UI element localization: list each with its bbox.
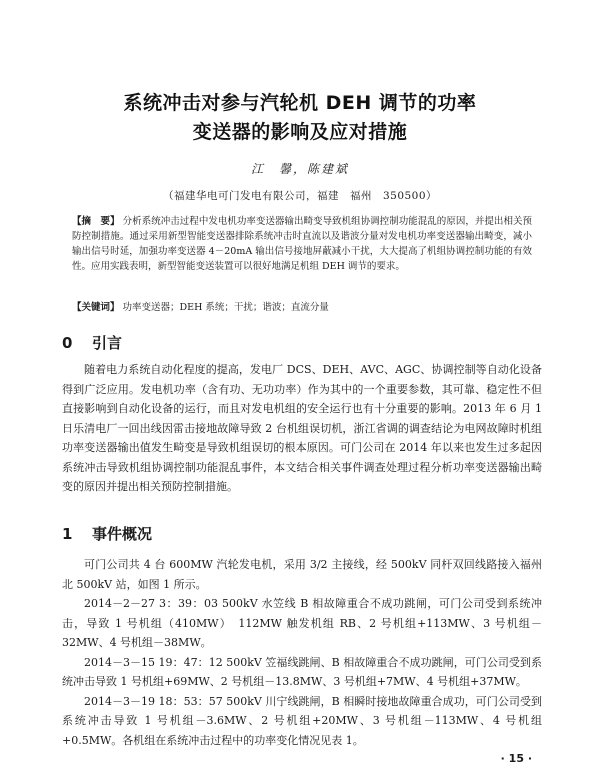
abstract-label: 【摘 要】 xyxy=(72,216,120,227)
paragraph: 随着电力系统自动化程度的提高，发电厂 DCS、DEH、AVC、AGC、协调控制等自动化设备得到广泛应用。发电机功率（含有功、无功功率）作为其中的一个重要参数，其可靠、稳定性不但直接影响到自动化设备的运行，而且对发电机组的安全运行也有十分重要的影响。2013 年 6 月 1 日乐清电厂一回出线因雷击接地故障导致 2 台机组误切机，浙江省调的调查结论为电网故障时机组功率变送器输出值发生畸变是导致机组误切的根本原因。可门公司在 2014 年以来也发生过多起因系统冲击导致机组协调控制功能混乱事件，本文结合相关事件调查处理过程分析功率变送器输出畸变的原因并提出相关预防控制措施。 xyxy=(62,363,542,493)
section-title: 引言 xyxy=(92,334,123,352)
page-number: · 15 · xyxy=(500,752,532,765)
paper-title-line-1: 系统冲击对参与汽轮机 DEH 调节的功率 xyxy=(123,92,477,114)
paragraph: 2014－3－19 18：53：57 500kV 川宁线跳闸，B 相瞬时接地故障重合成功，可门公司受到系统冲击导致 1 号机组－3.6MW、2 号机组+20MW、3 号机组－113MW、4 号机组+0.5MW。各机组在系统冲击过程中的功率变化情况见表 1。 xyxy=(62,694,542,747)
paper-title-line-2: 变送器的影响及应对措施 xyxy=(192,121,408,143)
paragraph: 可门公司共 4 台 600MW 汽轮发电机，采用 3/2 主接线，经 500kV 同杆双回线路接入福州北 500kV 站，如图 1 所示。 xyxy=(62,558,542,591)
section-heading-event-overview xyxy=(62,523,152,544)
abstract-text: 分析系统冲击过程中发电机功率变送器输出畸变导致机组协调控制功能混乱的原因，并提出相关预防控制措施。通过采用新型智能变送器排除系统冲击时直流以及谐波分量对发电机功率变送器输出畸变，减小输出信号时延，加强功率变送器 4－20mA 输出信号接地屏蔽减小干扰，大大提高了机组协调控制功能的有效性。应用实践表明，新型智能变送装置可以很好地满足机组 DEH 调节的要求。 xyxy=(72,216,532,272)
section-heading-introduction xyxy=(62,332,122,353)
section-number: 0 xyxy=(62,334,73,352)
authors: 江 馨，陈建斌 xyxy=(250,162,349,176)
section-title: 事件概况 xyxy=(92,525,153,543)
paragraph: 2014－2－27 3：39：03 500kV 水笠线 B 相故障重合不成功跳闸，可门公司受到系统冲击，导致 1 号机组（410MW） 112MW 触发机组 RB、2 号机组+113MW、3 号机组－32MW、4 号机组－38MW。 xyxy=(62,597,542,649)
section-number: 1 xyxy=(62,525,73,543)
keywords xyxy=(72,300,532,315)
keywords-text: 功率变送器；DEH 系统；干扰；谐波；直流分量 xyxy=(122,302,329,313)
keywords-label: 【关键词】 xyxy=(72,302,120,313)
introduction-body xyxy=(62,360,542,497)
affiliation: （福建华电可门发电有限公司，福建 福州 350500） xyxy=(162,190,438,202)
event-overview-body xyxy=(62,555,542,750)
paragraph: 2014－3－15 19：47：12 500kV 笠福线跳闸、B 相故障重合不成功跳闸，可门公司受到系统冲击导致 1 号机组+69MW、2 号机组－13.8MW、3 号机组+7MW、4 号机组+37MW。 xyxy=(62,655,542,688)
abstract xyxy=(72,214,532,274)
